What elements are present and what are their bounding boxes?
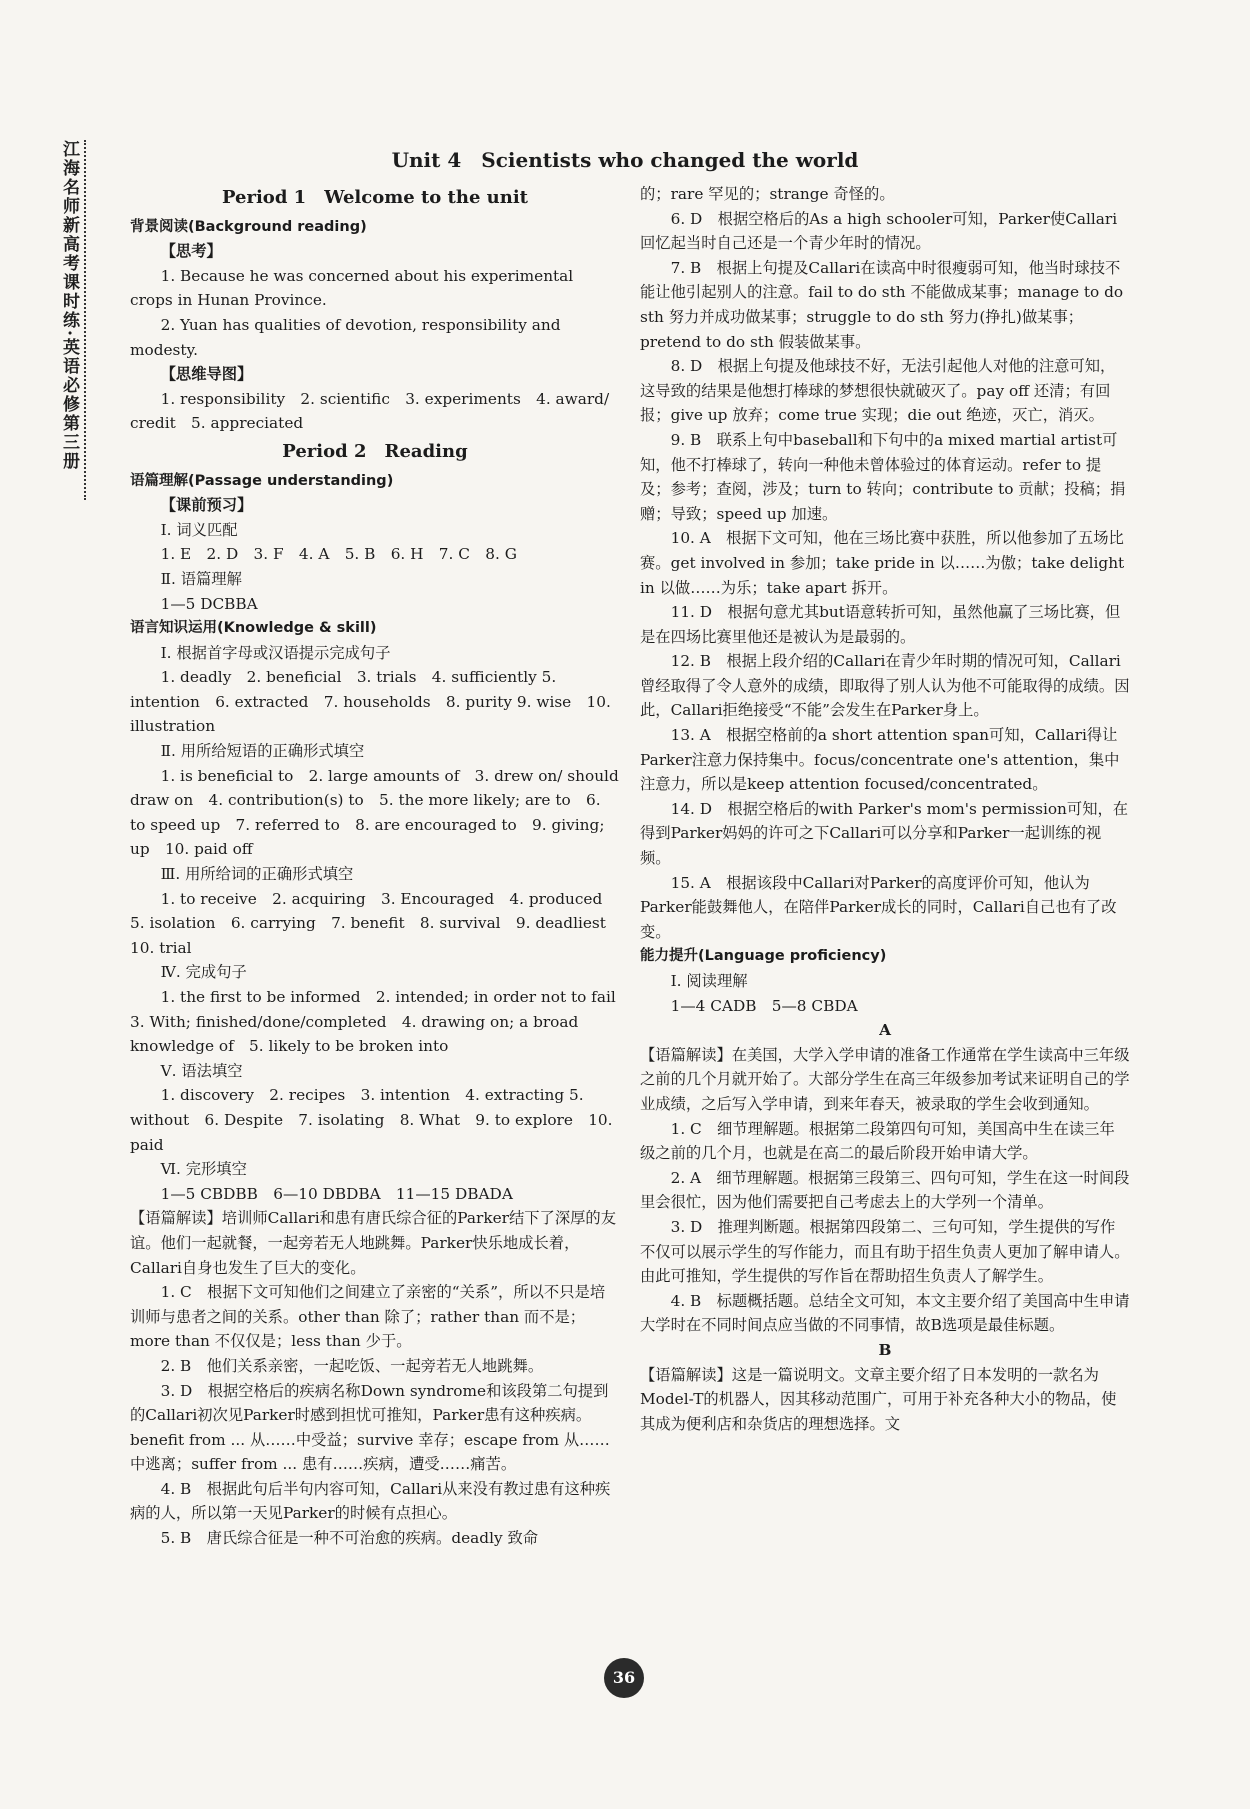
left-paragraph: 【语篇解读】培训师Callari和患有唐氏综合征的Parker结下了深厚的友谊。他们一起就餐，一起旁若无人地跳舞。Parker快乐地成长着，Callari自身也发生了巨大的变化。 [130,1209,617,1277]
right-paragraph: 15. A 根据该段中Callari对Parker的高度评价可知，他认为Parker能鼓舞他人，在陪伴Parker成长的同时，Callari自己也有了改变。 [640,873,1117,941]
right-paragraph: 4. B 标题概括题。总结全文可知，本文主要介绍了美国高中生申请大学时在不同时间点应当做的不同事情，故B选项是最佳标题。 [640,1291,1130,1335]
left-paragraph: 语言知识运用(Knowledge & skill) [130,620,377,637]
right-paragraph: Ⅰ. 阅读理解 [670,972,748,990]
left-paragraph: 语篇理解(Passage understanding) [130,472,394,489]
left-paragraph: 1. is beneficial to 2. large amounts of 3. drew on/ should draw on 4. contribution(s) to 5. the more likely; are to 6. to speed up 7. referred to 8. are encouraged to 9. giving; up 10. paid off [130,766,619,859]
left-paragraph: Period 1 Welcome to the unit [221,187,528,208]
left-paragraph: 2. Yuan has qualities of devotion, responsibility and modesty. [130,315,561,359]
right-column [640,182,1130,1436]
left-paragraph: 背景阅读(Background reading) [130,218,367,235]
right-paragraph: 9. B 联系上句中baseball和下句中的a mixed martial artist可知，他不打棒球了，转向一种他未曾体验过的体育运动。refer to 提及；参考；查阅，涉及；turn to 转向；contribute to 贡献；投稿；捐赠；导致；speed up 加速。 [640,430,1126,523]
left-paragraph: 1. C 根据下文可知他们之间建立了亲密的“关系”，所以不只是培训师与患者之间的关系。other than 除了；rather than 而不是；more than 不仅仅是；less than 少于。 [130,1283,606,1351]
right-paragraph: 能力提升(Language proficiency) [640,948,887,965]
left-paragraph: 【思维导图】 [160,365,253,384]
right-paragraph: 1. C 细节理解题。根据第二段第四句可知，美国高中生在读三年级之前的几个月，也就是在高二的最后阶段开始申请大学。 [640,1119,1115,1163]
right-paragraph: 【语篇解读】这是一篇说明文。文章主要介绍了日本发明的一款名为Model-T的机器人，因其移动范围广，可用于补充各种大小的物品，使其成为便利店和杂货店的理想选择。文 [640,1365,1117,1433]
left-paragraph: 1. E 2. D 3. F 4. A 5. B 6. H 7. C 8. G [160,545,517,564]
sidebar-book-title: 江海名师新高考课时练·英语必修第三册 [59,140,79,471]
right-paragraph: 14. D 根据空格后的with Parker's mom's permission可知，在得到Parker妈妈的许可之下Callari可以分享和Parker一起训练的视频。 [640,799,1129,868]
left-paragraph: 【课前预习】 [160,496,253,515]
left-paragraph: 1. discovery 2. recipes 3. intention 4. extracting 5. without 6. Despite 7. isolating 8. What 9. to explore 10. paid [130,1086,613,1154]
left-paragraph: Ⅰ. 根据首字母或汉语提示完成句子 [160,643,391,662]
left-paragraph: 1. Because he was concerned about his experimental crops in Hunan Province. [130,266,574,310]
left-paragraph: 1. to receive 2. acquiring 3. Encouraged 4. produced 5. isolation 6. carrying 7. benefit 8. survival 9. deadliest 10. trial [130,889,606,957]
left-paragraph: Period 2 Reading [282,440,468,462]
right-paragraph: 【语篇解读】在美国，大学入学申请的准备工作通常在学生读高中三年级之前的几个月就开始了。大部分学生在高三年级参加考试来证明自己的学业成绩，之后写入学申请，到来年春天，被录取的学生会收到通知。 [640,1045,1130,1113]
left-column [130,182,632,1551]
left-paragraph: 2. B 他们关系亲密，一起吃饭、一起旁若无人地跳舞。 [160,1356,544,1375]
right-paragraph: 3. D 推理判断题。根据第四段第二、三句可知，学生提供的写作不仅可以展示学生的写作能力，而且有助于招生负责人更加了解申请人。由此可推知，学生提供的写作旨在帮助招生负责人了解学生。 [640,1217,1130,1286]
left-paragraph: Ⅱ. 语篇理解 [160,569,242,588]
right-paragraph: 1—4 CADB 5—8 CBDA [670,996,858,1015]
page-number: 36 [604,1658,644,1698]
right-paragraph: 12. B 根据上段介绍的Callari在青少年时期的情况可知，Callari曾经取得了令人意外的成绩，即取得了别人认为他不可能取得的成绩。因此，Callari拒绝接受“不能”会发生在Parker身上。 [640,652,1130,720]
right-paragraph: 11. D 根据句意尤其but语意转折可知，虽然他赢了三场比赛，但是在四场比赛里他还是被认为是最弱的。 [640,603,1121,646]
left-paragraph: Ⅲ. 用所给词的正确形式填空 [160,865,354,884]
right-paragraph: A [879,1021,891,1040]
left-paragraph: 5. B 唐氏综合征是一种不可治愈的疾病。deadly 致命 [160,1529,539,1548]
left-paragraph: 1. deadly 2. beneficial 3. trials 4. sufficiently 5. intention 6. extracted 7. households 8. purity 9. wise 10. illustration [130,668,611,736]
left-paragraph: 1. the first to be informed 2. intended; in order not to fail 3. With; finished/done/completed 4. drawing on; a broad knowledge of 5. likely to be broken into [130,988,632,1056]
unit-title: Unit 4 Scientists who changed the world [391,148,859,172]
right-paragraph: 的；rare 罕见的；strange 奇怪的。 [640,185,895,203]
right-paragraph: 2. A 细节理解题。根据第三段第三、四句可知，学生在这一时间段里会很忙，因为他们需要把自己考虑去上的大学列一个清单。 [640,1168,1130,1212]
sidebar [58,140,88,471]
right-paragraph: 8. D 根据上句提及他球技不好，无法引起他人对他的注意可知，这导致的结果是他想打棒球的梦想很快就破灭了。pay off 还清；有回报；give up 放弃；come true 实现；die out 绝迹，灭亡，消灭。 [640,357,1116,425]
left-paragraph: Ⅵ. 完形填空 [160,1160,247,1179]
right-paragraph: B [878,1340,892,1359]
left-paragraph: 4. B 根据此句后半句内容可知，Callari从来没有教过患有这种疾病的人，所以第一天见Parker的时候有点担心。 [130,1479,611,1523]
left-paragraph: 1—5 CBDBB 6—10 DBDBA 11—15 DBADA [160,1184,513,1203]
left-paragraph: 【思考】 [160,242,222,261]
left-paragraph: Ⅱ. 用所给短语的正确形式填空 [160,742,365,761]
left-paragraph: 1. responsibility 2. scientific 3. experiments 4. award/ credit 5. appreciated [130,389,610,433]
left-paragraph: 1—5 DCBBA [160,594,258,613]
right-paragraph: 10. A 根据下文可知，他在三场比赛中获胜，所以他参加了五场比赛。get involved in 参加；take pride in 以……为傲；take delight in 以做……为乐；take apart 拆开。 [640,529,1125,597]
left-paragraph: Ⅴ. 语法填空 [160,1061,243,1080]
left-paragraph: Ⅰ. 词义匹配 [160,520,238,539]
left-paragraph: Ⅳ. 完成句子 [160,963,247,982]
right-paragraph: 13. A 根据空格前的a short attention span可知，Callari得让Parker注意力保持集中。focus/concentrate one's attention，集中注意力，所以是keep attention focused/concentrated。 [640,726,1120,794]
right-paragraph: 7. B 根据上句提及Callari在读高中时很瘦弱可知，他当时球技不能让他引起别人的注意。fail to do sth 不能做成某事；manage to do sth 努力并成功做某事；struggle to do sth 努力(挣扎)做某事；pretend to do sth 假装做某事。 [640,258,1124,351]
sidebar-dotted-rule [84,140,86,500]
left-paragraph: 3. D 根据空格后的疾病名称Down syndrome和该段第二句提到的Callari初次见Parker时感到担忧可推知，Parker患有这种疾病。benefit from ... 从……中受益；survive 幸存；escape from 从……中逃离；suffer from ... 患有……疾病，遭受……痛苦。 [130,1381,610,1474]
right-paragraph: 6. D 根据空格后的As a high schooler可知，Parker使Callari回忆起当时自己还是一个青少年时的情况。 [640,209,1118,253]
